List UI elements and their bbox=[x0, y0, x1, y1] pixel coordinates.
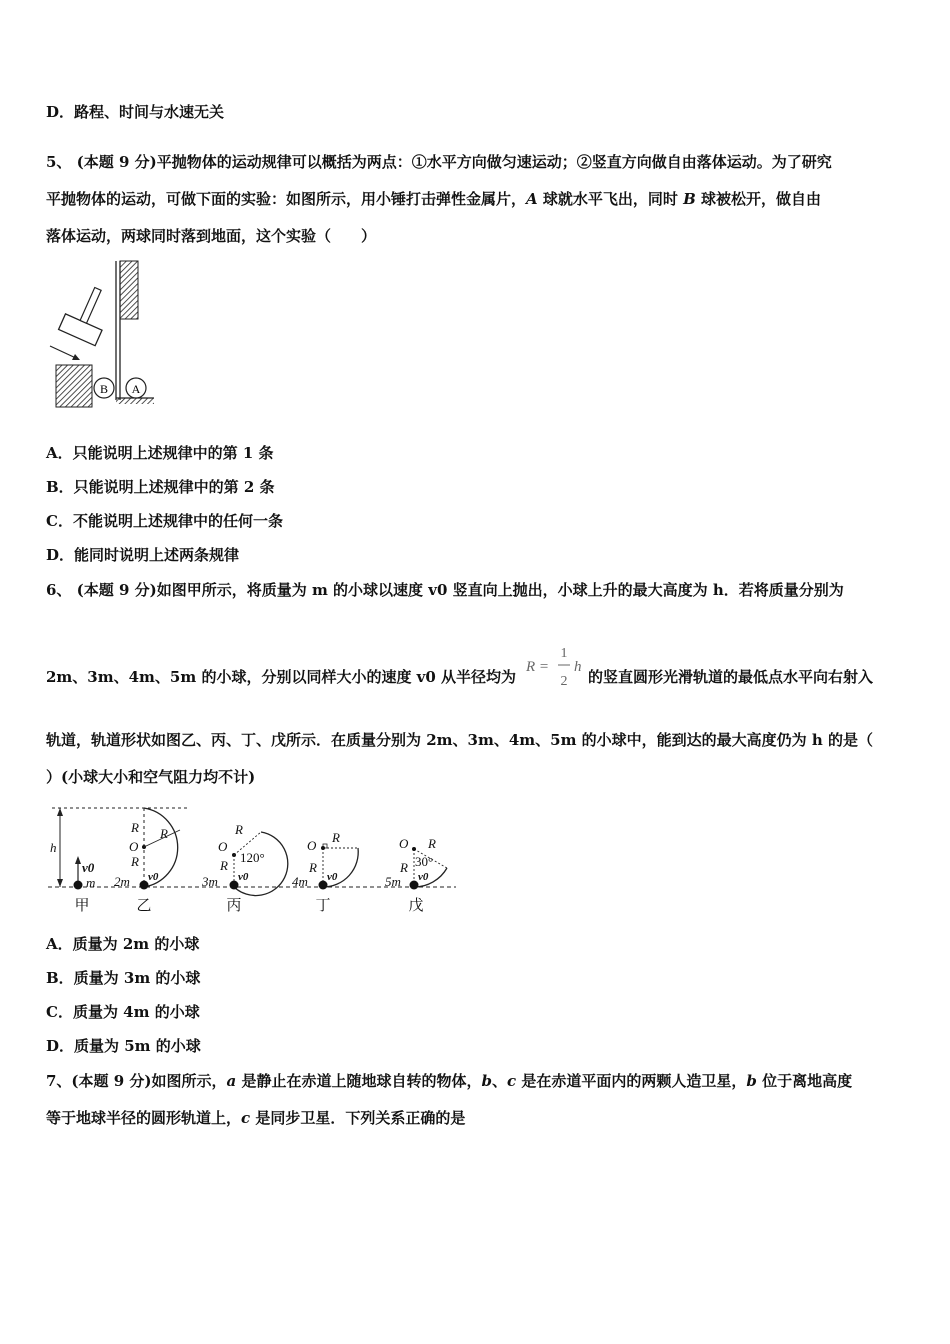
q5-ball-a-ref: A bbox=[526, 190, 538, 208]
q5-option-b: B．只能说明上述规律中的第 2 条 bbox=[46, 478, 275, 496]
q5-line-3: 落体运动，两球同时落到地面，这个实验（ ） bbox=[46, 227, 377, 245]
q7-sep: 、 bbox=[491, 1072, 507, 1090]
q7-line-1 bbox=[46, 1071, 852, 1091]
formula-num: 1 bbox=[560, 646, 568, 661]
yi-o-label: O bbox=[129, 839, 139, 854]
yi-r-diag: R bbox=[160, 826, 168, 841]
label-ding: 丁 bbox=[315, 898, 331, 914]
q6-line-2b: 的竖直圆形光滑轨道的最低点水平向右射入 bbox=[588, 668, 874, 686]
q7-text: 7、(本题 9 分)如图所示， bbox=[46, 1072, 227, 1090]
ding-r-lower: R bbox=[309, 860, 317, 875]
formula-lhs: R = bbox=[526, 659, 550, 675]
q5-ball-b-label: B bbox=[99, 382, 109, 396]
q5-ball-b-ref: B bbox=[683, 190, 696, 208]
q7-var-c: c bbox=[507, 1072, 517, 1090]
label-jia: 甲 bbox=[74, 898, 90, 914]
bing-angle-120: 120° bbox=[240, 850, 265, 865]
q5-option-c: C．不能说明上述规律中的任何一条 bbox=[46, 512, 283, 530]
q7-text: 位于离地高度 bbox=[756, 1072, 853, 1090]
yi-r-lower: R bbox=[131, 854, 139, 869]
q6-option-a: A．质量为 2m 的小球 bbox=[46, 935, 200, 953]
wu-o-label: O bbox=[399, 836, 409, 851]
q6-option-c: C．质量为 4m 的小球 bbox=[46, 1003, 200, 1021]
q5-top-block bbox=[120, 261, 138, 319]
wu-r-upper: R bbox=[428, 836, 436, 851]
q6-line-3: 轨道，轨道形状如图乙、丙、丁、戊所示．在质量分别为 2m、3m、4m、5m 的小球中，能到达的最大高度仍为 h 的是（ bbox=[46, 731, 874, 749]
q6-line-2a: 2m、3m、4m、5m 的小球，分别以同样大小的速度 v0 从半径均为 bbox=[46, 668, 517, 686]
q6-option-d: D．质量为 5m 的小球 bbox=[46, 1037, 201, 1055]
q5-option-a: A．只能说明上述规律中的第 1 条 bbox=[46, 444, 274, 462]
q7-text: 是在赤道平面内的两颗人造卫星， bbox=[516, 1072, 747, 1090]
q5-line-2 bbox=[46, 189, 821, 209]
q6-line-1: 6、 (本题 9 分)如图甲所示，将质量为 m 的小球以速度 v0 竖直向上抛出，小球上升的最大高度为 h．若将质量分别为 bbox=[46, 581, 844, 599]
q6-figure-tracks bbox=[44, 800, 464, 918]
jia-h-label: h bbox=[50, 840, 57, 855]
label-wu: 戊 bbox=[408, 898, 424, 914]
q7-text: 是同步卫星．下列关系正确的是 bbox=[250, 1109, 466, 1127]
prev-option-d: D．路程、时间与水速无关 bbox=[46, 103, 225, 121]
q7-text: 是静止在赤道上随地球自转的物体， bbox=[236, 1072, 482, 1090]
formula-den: 2 bbox=[560, 674, 568, 689]
label-yi: 乙 bbox=[136, 898, 152, 914]
q5-option-d: D．能同时说明上述两条规律 bbox=[46, 546, 240, 564]
q7-var-a: a bbox=[226, 1072, 237, 1090]
q5-hammer bbox=[59, 281, 117, 346]
yi-r-upper: R bbox=[131, 820, 139, 835]
ding-o-label: O bbox=[307, 838, 317, 853]
formula-var: h bbox=[574, 659, 582, 675]
label-bing: 丙 bbox=[226, 898, 242, 914]
q5-line-1: 5、 (本题 9 分)平抛物体的运动规律可以概括为两点：①水平方向做匀速运动；②竖直方向做自由落体运动。为了研究 bbox=[46, 153, 832, 171]
wu-v0-label: v0 bbox=[418, 871, 429, 883]
q5-figure-hammer-experiment bbox=[44, 258, 159, 413]
ding-mass-label: 4m bbox=[292, 874, 308, 889]
q5-text: 平抛物体的运动，可做下面的实验：如图所示，用小锤打击弹性金属片， bbox=[46, 190, 527, 208]
bing-v0-label: v0 bbox=[238, 871, 249, 883]
q5-text: 球就水平飞出，同时 bbox=[537, 190, 684, 208]
q6-line-4: ）(小球大小和空气阻力均不计) bbox=[46, 768, 256, 786]
q7-text: 等于地球半径的圆形轨道上， bbox=[46, 1109, 242, 1127]
bing-r-upper: R bbox=[235, 822, 243, 837]
bing-o-label: O bbox=[218, 839, 228, 854]
ding-r-upper: R bbox=[332, 830, 340, 845]
q7-line-2 bbox=[46, 1108, 465, 1128]
jia-v0-label: v0 bbox=[82, 860, 95, 875]
yi-mass-label: 2m bbox=[114, 874, 130, 889]
q5-text: 球被松开，做自由 bbox=[695, 190, 822, 208]
jia-ball bbox=[74, 881, 83, 890]
q5-ball-a-label: A bbox=[131, 382, 141, 396]
q6-formula-r-equals-half-h bbox=[524, 641, 586, 691]
wu-r-lower: R bbox=[400, 860, 408, 875]
yi-v0-label: v0 bbox=[148, 871, 159, 883]
q5-left-block bbox=[56, 365, 92, 407]
ding-v0-label: v0 bbox=[327, 871, 338, 883]
q5-base bbox=[116, 398, 154, 404]
q7-var-b: b bbox=[481, 1072, 492, 1090]
q6-option-b: B．质量为 3m 的小球 bbox=[46, 969, 201, 987]
jia-mass-label: m bbox=[86, 875, 96, 890]
wu-angle-30: 30° bbox=[415, 854, 434, 869]
bing-mass-label: 3m bbox=[202, 874, 218, 889]
q7-var-b: b bbox=[746, 1072, 757, 1090]
q7-var-c: c bbox=[241, 1109, 251, 1127]
bing-r-lower: R bbox=[220, 858, 228, 873]
wu-mass-label: 5m bbox=[385, 874, 401, 889]
